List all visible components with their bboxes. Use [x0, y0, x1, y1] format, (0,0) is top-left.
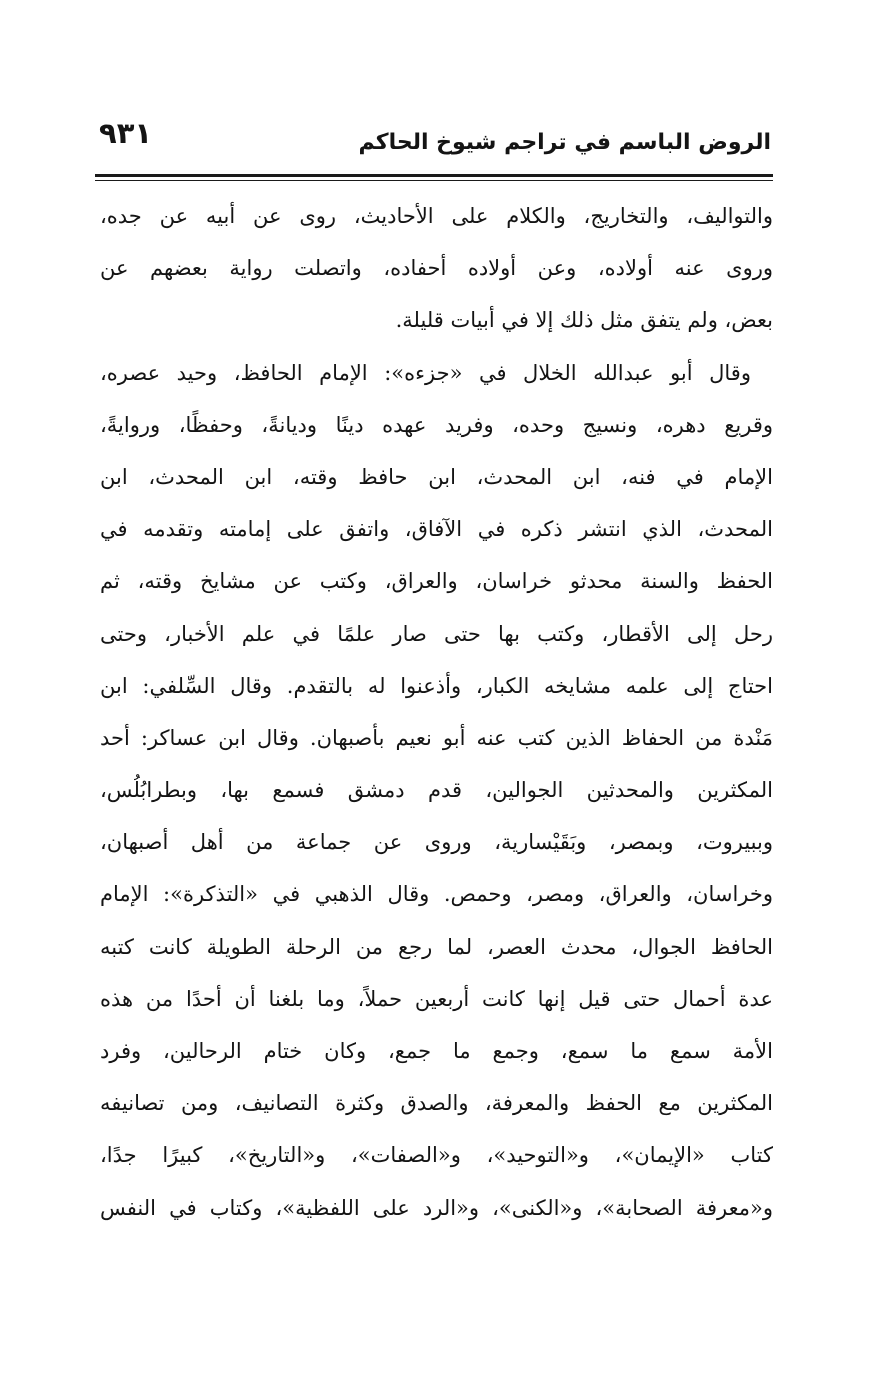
text-line: الأمة سمع ما سمع، وجمع ما جمع، وكان ختام الرحالين، وفرد: [100, 1039, 773, 1063]
text-line: المحدث، الذي انتشر ذكره في الآفاق، واتفق على إمامته وتقدمه في: [100, 517, 773, 542]
text-line: و«معرفة الصحابة»، و«الكنى»، و«الرد على اللفظية»، وكتاب في النفس: [100, 1195, 773, 1220]
text-line: عدة أحمال حتى قيل إنها كانت أربعين حملاً، وما بلغنا أن أحدًا من هذه: [100, 986, 773, 1011]
text-line: مَنْدة من الحفاظ الذين كتب عنه أبو نعيم بأصبهان. وقال ابن عساكر: أحد: [100, 725, 773, 750]
text-line: الحفظ والسنة محدثو خراسان، والعراق، وكتب عن مشايخ وقته، ثم: [100, 569, 773, 594]
running-title: الروض الباسم في تراجم شيوخ الحاكم: [358, 130, 771, 155]
text-line: احتاج إلى علمه مشايخه الكبار، وأذعنوا له بالتقدم. وقال السِّلفي: ابن: [100, 673, 773, 698]
text-line: المكثرين مع الحفظ والمعرفة، والصدق وكثرة التصانيف، ومن تصانيفه: [100, 1091, 773, 1116]
body-text: [100, 190, 773, 1234]
text-line: وقال أبو عبدالله الخلال في «جزءه»: الإمام الحافظ، وحيد عصره،: [100, 360, 751, 385]
text-line: وخراسان، والعراق، ومصر، وحمص. وقال الذهبي في «التذكرة»: الإمام: [100, 882, 773, 907]
text-line: وقريع دهره، ونسيج وحده، وفريد عهده دينًا وديانةً، وحفظًا، وروايةً،: [100, 412, 773, 437]
text-line: المكثرين والمحدثين الجوالين، قدم دمشق فسمع بها، وبطرابُلُس،: [100, 778, 773, 803]
page-number: ٩٣١: [99, 116, 153, 150]
text-line: وببيروت، وبمصر، وبَقَيْسارية، وروى عن جماعة من أهل أصبهان،: [100, 830, 773, 855]
text-line: الإمام في فنه، ابن المحدث، ابن حافظ وقته، ابن المحدث، ابن: [100, 464, 773, 489]
text-line: وروى عنه أولاده، وعن أولاده أحفاده، واتصلت رواية بعضهم عن: [100, 256, 773, 281]
text-line: الحافظ الجوال، محدث العصر، لما رجع من الرحلة الطويلة كانت كتبه: [100, 934, 773, 959]
text-line: بعض، ولم يتفق مثل ذلك إلا في أبيات قليلة.: [395, 308, 773, 333]
header-rule-thin: [95, 180, 773, 181]
header-rule-thick: [95, 174, 773, 177]
page-header: [95, 116, 771, 174]
text-line: والتواليف، والتخاريج، والكلام على الأحاديث، روى عن أبيه عن جده،: [100, 204, 773, 228]
text-line: كتاب «الإيمان»، و«التوحيد»، و«الصفات»، و«التاريخ»، كبيرًا جدًا،: [100, 1143, 773, 1168]
text-line: رحل إلى الأقطار، وكتب بها حتى صار علمًا في علم الأخبار، وحتى: [100, 621, 773, 646]
